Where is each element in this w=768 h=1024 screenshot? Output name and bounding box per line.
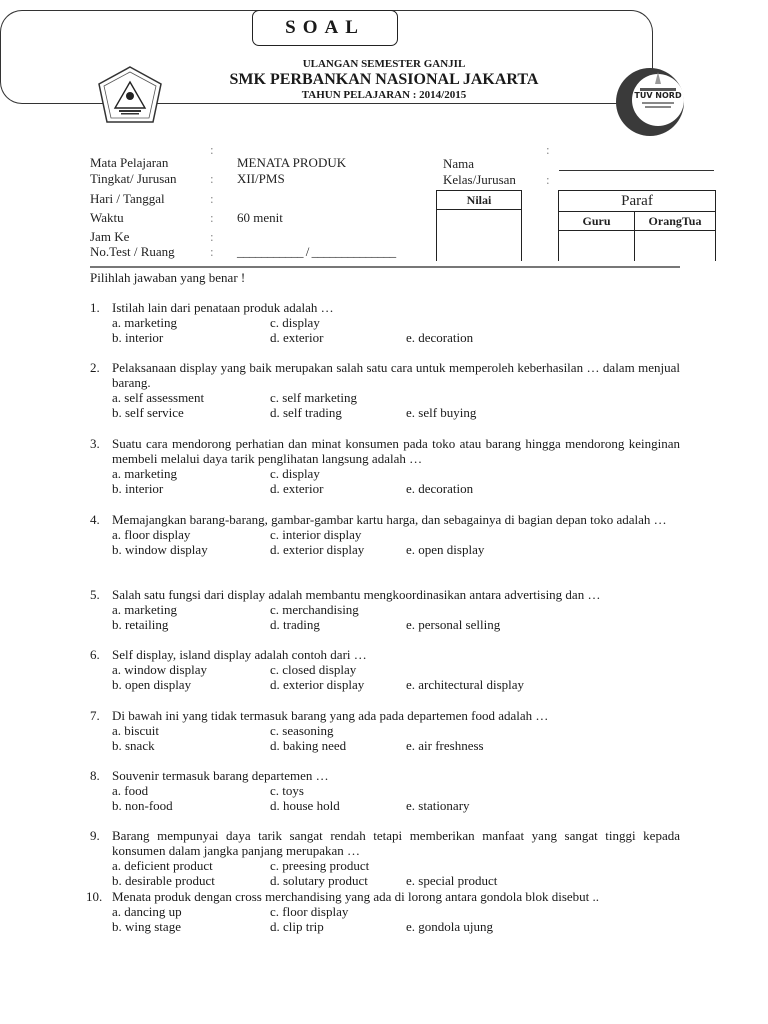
option-d: d. self trading	[270, 405, 342, 420]
option-d: d. trading	[270, 617, 320, 632]
info-colon: :	[210, 142, 214, 157]
question-7	[90, 708, 680, 753]
question-text: Pelaksanaan display yang baik merupakan salah satu cara untuk memperoleh keberhasilan … dalam menjual barang.	[112, 360, 680, 390]
option-c: c. merchandising	[270, 602, 359, 617]
option-d: d. exterior display	[270, 677, 365, 692]
signature-divider	[634, 230, 635, 261]
option-c: c. interior display	[270, 527, 362, 542]
question-2	[90, 360, 680, 420]
question-text: Suatu cara mendorong perhatian dan minat konsumen pada toko atau barang hingga mendorong keinginan membeli melalui daya tarik penglihatan langsung adalah …	[112, 436, 680, 466]
answer-options	[112, 527, 680, 557]
question-number: 5.	[90, 587, 100, 602]
info-colon: :	[546, 142, 550, 157]
question-text: Istilah lain dari penataan produk adalah …	[112, 300, 334, 315]
value-grade-major: XII/PMS	[237, 171, 285, 186]
question-number: 8.	[90, 768, 100, 783]
soal-title-badge: SOAL	[252, 10, 398, 46]
option-a: a. food	[112, 783, 149, 798]
signature-box-title: Paraf	[559, 191, 715, 212]
question-9	[90, 828, 680, 888]
option-c: c. floor display	[270, 904, 349, 919]
answer-options	[112, 783, 680, 813]
value-test-room-blank: ___________ / ______________	[237, 244, 396, 259]
info-colon: :	[210, 229, 214, 244]
answer-options	[112, 723, 680, 753]
label-name: Nama	[443, 156, 475, 171]
option-e: e. self buying	[406, 405, 477, 420]
option-e: e. air freshness	[406, 738, 484, 753]
option-c: c. display	[270, 315, 320, 330]
name-blank-line	[559, 170, 714, 171]
option-b: b. retailing	[112, 617, 169, 632]
question-number: 2.	[90, 360, 100, 375]
option-a: a. dancing up	[112, 904, 182, 919]
answer-options	[112, 315, 680, 345]
option-b: b. snack	[112, 738, 155, 753]
option-e: e. decoration	[406, 330, 474, 345]
option-e: e. open display	[406, 542, 485, 557]
question-number: 6.	[90, 647, 100, 662]
info-colon: :	[546, 172, 550, 187]
option-c: c. toys	[270, 783, 304, 798]
value-subject: MENATA PRODUK	[237, 155, 347, 170]
question-5	[90, 587, 680, 632]
label-test-room: No.Test / Ruang	[90, 244, 175, 259]
option-e: e. personal selling	[406, 617, 501, 632]
question-text: Self display, island display adalah contoh dari …	[112, 647, 367, 662]
question-number: 7.	[90, 708, 100, 723]
option-a: a. marketing	[112, 602, 177, 617]
label-day-date: Hari / Tanggal	[90, 191, 165, 206]
info-colon: :	[210, 171, 214, 186]
question-text: Barang mempunyai daya tarik sangat rendah tetapi memberikan manfaat yang sangat tinggi kepada konsumen dalam jangka panjang merupakan …	[112, 828, 680, 858]
option-e: e. architectural display	[406, 677, 525, 692]
option-d: d. exterior display	[270, 542, 365, 557]
score-box-title: Nilai	[437, 191, 521, 210]
option-c: c. preesing product	[270, 858, 370, 873]
option-b: b. non-food	[112, 798, 173, 813]
exam-info-block	[0, 0, 768, 270]
answer-options	[112, 390, 680, 420]
option-e: e. gondola ujung	[406, 919, 494, 934]
answer-options	[112, 662, 680, 692]
question-number: 10.	[86, 889, 103, 904]
info-colon: :	[210, 244, 214, 259]
instruction-text: Pilihlah jawaban yang benar !	[90, 270, 246, 285]
svg-text:TUV NORD: TUV NORD	[634, 91, 682, 100]
question-3	[90, 436, 680, 496]
option-c: c. seasoning	[270, 723, 334, 738]
question-text: Souvenir termasuk barang departemen …	[112, 768, 329, 783]
signature-box	[558, 190, 716, 261]
option-b: b. window display	[112, 542, 208, 557]
option-c: c. self marketing	[270, 390, 357, 405]
question-text: Memajangkan barang-barang, gambar-gambar kartu harga, dan sebagainya di bagian depan toko adalah …	[112, 512, 667, 527]
question-8	[90, 768, 680, 813]
answer-options	[112, 904, 680, 934]
signature-col-parent: OrangTua	[648, 214, 702, 228]
academic-year-heading: TAHUN PELAJARAN : 2014/2015	[301, 89, 467, 101]
label-period: Jam Ke	[90, 229, 130, 244]
info-colon: :	[210, 210, 214, 225]
question-6	[90, 647, 680, 692]
option-a: a. biscuit	[112, 723, 159, 738]
question-4	[90, 512, 680, 557]
option-c: c. closed display	[270, 662, 357, 677]
option-c: c. display	[270, 466, 320, 481]
option-d: d. baking need	[270, 738, 347, 753]
option-b: b. wing stage	[112, 919, 181, 934]
option-a: a. floor display	[112, 527, 191, 542]
option-b: b. interior	[112, 330, 164, 345]
question-text: Salah satu fungsi dari display adalah membantu mengkoordinasikan antara advertising dan …	[112, 587, 601, 602]
answer-options	[112, 466, 680, 496]
question-number: 9.	[90, 828, 100, 843]
answer-options	[112, 858, 680, 888]
question-text: Menata produk dengan cross merchandising yang ada di lorong antara gondola blok disebut ..	[112, 889, 600, 904]
option-a: a. self assessment	[112, 390, 205, 405]
option-a: a. deficient product	[112, 858, 213, 873]
question-number: 4.	[90, 512, 100, 527]
option-b: b. self service	[112, 405, 184, 420]
question-number: 1.	[90, 300, 100, 315]
option-d: d. exterior	[270, 481, 324, 496]
exam-type-heading: ULANGAN SEMESTER GANJIL	[302, 58, 466, 70]
option-d: d. solutary product	[270, 873, 368, 888]
label-duration: Waktu	[90, 210, 124, 225]
question-10	[86, 889, 680, 934]
question-text: Di bawah ini yang tidak termasuk barang yang ada pada departemen food adalah …	[112, 708, 549, 723]
option-e: e. special product	[406, 873, 498, 888]
score-box	[436, 190, 522, 261]
option-b: b. interior	[112, 481, 164, 496]
option-e: e. decoration	[406, 481, 474, 496]
option-b: b. open display	[112, 677, 192, 692]
label-subject: Mata Pelajaran	[90, 155, 169, 170]
option-d: d. clip trip	[270, 919, 324, 934]
question-1	[90, 300, 680, 345]
option-d: d. house hold	[270, 798, 340, 813]
option-a: a. marketing	[112, 315, 177, 330]
option-d: d. exterior	[270, 330, 324, 345]
option-a: a. window display	[112, 662, 207, 677]
section-separator	[90, 266, 680, 268]
signature-col-teacher: Guru	[559, 212, 635, 230]
option-a: a. marketing	[112, 466, 177, 481]
answer-options	[112, 602, 680, 632]
info-colon: :	[210, 191, 214, 206]
signature-columns	[559, 212, 715, 231]
label-class-major: Kelas/Jurusan	[443, 172, 516, 187]
school-name-heading: SMK PERBANKAN NASIONAL JAKARTA	[229, 71, 539, 88]
question-number: 3.	[90, 436, 100, 451]
option-e: e. stationary	[406, 798, 470, 813]
option-b: b. desirable product	[112, 873, 215, 888]
label-grade-major: Tingkat/ Jurusan	[90, 171, 177, 186]
value-duration: 60 menit	[237, 210, 283, 225]
